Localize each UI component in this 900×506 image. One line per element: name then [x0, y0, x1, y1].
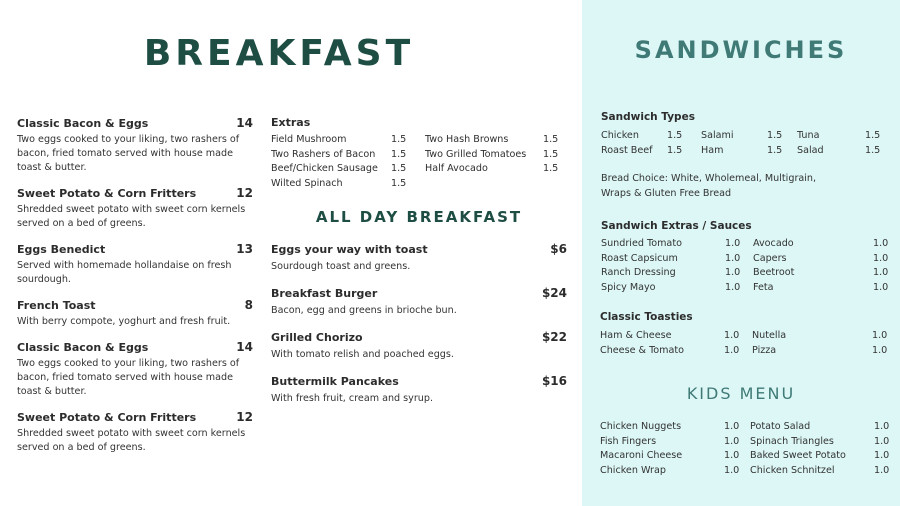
sandwich-extras-title: Sandwich Extras / Sauces — [601, 220, 752, 232]
extra-price — [543, 177, 567, 192]
extra-price: 1.0 — [873, 252, 889, 264]
kids-item-name: Macaroni Cheese — [600, 450, 683, 461]
extra-name: Feta — [753, 281, 774, 293]
sandwich-price: 1.5 — [667, 144, 683, 156]
all-day-items — [271, 242, 567, 418]
toastie-name: Cheese & Tomato — [600, 344, 685, 356]
breakfast-heading: BREAKFAST — [143, 33, 415, 74]
sandwich-price: 1.5 — [865, 130, 881, 141]
item-name: Classic Bacon & Eggs — [17, 341, 149, 354]
sandwich-extras-grid — [601, 237, 893, 295]
all-day-breakfast-heading: ALL DAY BREAKFAST — [315, 208, 523, 226]
toasties-grid — [600, 329, 892, 358]
kids-item-name: Chicken Wrap — [600, 464, 666, 476]
extra-name: Avocado — [753, 238, 794, 249]
item-name: Grilled Chorizo — [271, 331, 363, 344]
extra-price: 1.5 — [543, 134, 559, 145]
item-desc: Two eggs cooked to your liking, two rashers of bacon, fried tomato served with house made toast & butter. — [17, 358, 240, 397]
extra-name — [425, 177, 543, 192]
extra-price: 1.0 — [873, 267, 889, 278]
toastie-name: Nutella — [752, 330, 787, 341]
toastie-price: 1.0 — [724, 330, 740, 341]
item-price: 14 — [236, 340, 253, 354]
kids-menu-grid — [600, 420, 894, 478]
item-price: 13 — [236, 242, 253, 256]
kids-item-price: 1.0 — [874, 464, 890, 476]
bread-choice: Bread Choice: White, Wholemeal, Multigrain, Wraps & Gluten Free Bread — [601, 173, 817, 199]
kids-item-name: Fish Fingers — [600, 435, 657, 447]
kids-item-price: 1.0 — [724, 421, 740, 432]
sandwich-types-title: Sandwich Types — [601, 111, 695, 123]
item-price: $16 — [541, 374, 567, 388]
extra-name: Spicy Mayo — [601, 281, 656, 293]
extra-name: Two Hash Browns — [425, 134, 509, 145]
kids-item-price: 1.0 — [874, 421, 890, 432]
extra-name: Sundried Tomato — [601, 238, 682, 249]
kids-item-name: Chicken Schnitzel — [750, 464, 835, 476]
item-desc: Sourdough toast and greens. — [271, 261, 411, 272]
kids-item-price: 1.0 — [724, 450, 740, 461]
item-name: Eggs your way with toast — [271, 243, 428, 256]
menu-item — [271, 286, 567, 318]
toastie-name: Pizza — [752, 344, 777, 356]
extra-price: 1.0 — [873, 281, 889, 293]
item-price: $22 — [541, 330, 567, 344]
toastie-price: 1.0 — [724, 344, 740, 356]
kids-item-name: Baked Sweet Potato — [750, 450, 846, 461]
toastie-price: 1.0 — [872, 344, 888, 356]
sandwich-types-grid — [601, 129, 889, 158]
menu-item — [17, 298, 253, 329]
item-name: Classic Bacon & Eggs — [17, 117, 149, 130]
extra-name: Ranch Dressing — [601, 267, 676, 278]
menu-item — [17, 340, 253, 399]
sandwich-name: Chicken — [601, 130, 639, 141]
sandwiches-heading: SANDWICHES — [634, 36, 848, 64]
extras-title: Extras — [271, 116, 311, 129]
sandwich-price: 1.5 — [767, 130, 783, 141]
item-price: $6 — [550, 242, 567, 256]
sandwich-price: 1.5 — [667, 130, 683, 141]
item-name: French Toast — [17, 299, 96, 312]
extra-price: 1.5 — [543, 163, 559, 174]
item-price: 12 — [236, 186, 253, 200]
extra-price: 1.5 — [391, 148, 407, 160]
extra-name: Half Avocado — [425, 163, 488, 174]
kids-item-price: 1.0 — [724, 464, 740, 476]
extra-price: 1.0 — [725, 252, 741, 264]
menu-item — [271, 374, 567, 406]
item-name: Eggs Benedict — [17, 243, 106, 256]
item-price: 8 — [244, 298, 253, 312]
kids-menu-heading: KIDS MENU — [686, 384, 796, 403]
extra-price: 1.0 — [725, 281, 741, 293]
item-desc: With fresh fruit, cream and syrup. — [271, 393, 434, 404]
menu-item — [271, 242, 567, 274]
item-name: Breakfast Burger — [271, 287, 378, 300]
sandwich-name: Roast Beef — [601, 144, 653, 156]
sandwich-name: Salad — [797, 144, 824, 156]
breakfast-items — [17, 116, 253, 466]
item-desc: With tomato relish and poached eggs. — [271, 349, 454, 360]
item-desc: Served with homemade hollandaise on fresh sourdough. — [17, 260, 232, 285]
kids-item-price: 1.0 — [724, 435, 740, 447]
toastie-price: 1.0 — [872, 330, 888, 341]
extra-price: 1.5 — [391, 163, 407, 174]
extra-name: Roast Capsicum — [601, 252, 678, 264]
sandwich-name: Salami — [701, 130, 734, 141]
item-desc: With berry compote, yoghurt and fresh fruit. — [17, 316, 231, 327]
extra-name: Two Rashers of Bacon — [271, 148, 376, 160]
kids-item-name: Potato Salad — [750, 421, 811, 432]
classic-toasties-title: Classic Toasties — [600, 311, 693, 323]
sandwich-name: Ham — [701, 144, 724, 156]
kids-item-name: Chicken Nuggets — [600, 421, 682, 432]
item-price: $24 — [541, 286, 567, 300]
menu-item — [17, 410, 253, 455]
item-desc: Bacon, egg and greens in brioche bun. — [271, 305, 457, 316]
item-desc: Two eggs cooked to your liking, two rashers of bacon, fried tomato served with house made toast & butter. — [17, 134, 240, 173]
toastie-name: Ham & Cheese — [600, 330, 672, 341]
kids-item-price: 1.0 — [874, 435, 890, 447]
sandwich-price: 1.5 — [865, 144, 881, 156]
extra-name: Capers — [753, 252, 787, 264]
extra-price: 1.0 — [873, 238, 889, 249]
extra-name: Beef/Chicken Sausage — [271, 163, 378, 174]
menu-item — [17, 116, 253, 175]
extra-price: 1.5 — [391, 177, 407, 189]
item-desc: Shredded sweet potato with sweet corn kernels served on a bed of greens. — [17, 204, 246, 229]
item-price: 14 — [236, 116, 253, 130]
extra-name: Two Grilled Tomatoes — [425, 148, 527, 160]
item-name: Buttermilk Pancakes — [271, 375, 399, 388]
item-name: Sweet Potato & Corn Fritters — [17, 411, 197, 424]
extra-price: 1.0 — [725, 267, 741, 278]
extras-grid — [271, 133, 567, 191]
sandwich-price: 1.5 — [767, 144, 783, 156]
extra-name: Wilted Spinach — [271, 177, 343, 189]
item-price: 12 — [236, 410, 253, 424]
extra-name: Field Mushroom — [271, 134, 347, 145]
sandwich-name: Tuna — [797, 130, 820, 141]
kids-item-name: Spinach Triangles — [750, 435, 834, 447]
extra-name: Beetroot — [753, 267, 795, 278]
extra-price: 1.0 — [725, 238, 741, 249]
extras-section — [271, 116, 567, 191]
item-desc: Shredded sweet potato with sweet corn kernels served on a bed of greens. — [17, 428, 246, 453]
extra-price: 1.5 — [391, 134, 407, 145]
menu-item — [17, 186, 253, 231]
item-name: Sweet Potato & Corn Fritters — [17, 187, 197, 200]
menu-item — [17, 242, 253, 287]
kids-item-price: 1.0 — [874, 450, 890, 461]
menu-item — [271, 330, 567, 362]
extra-price: 1.5 — [543, 148, 559, 160]
